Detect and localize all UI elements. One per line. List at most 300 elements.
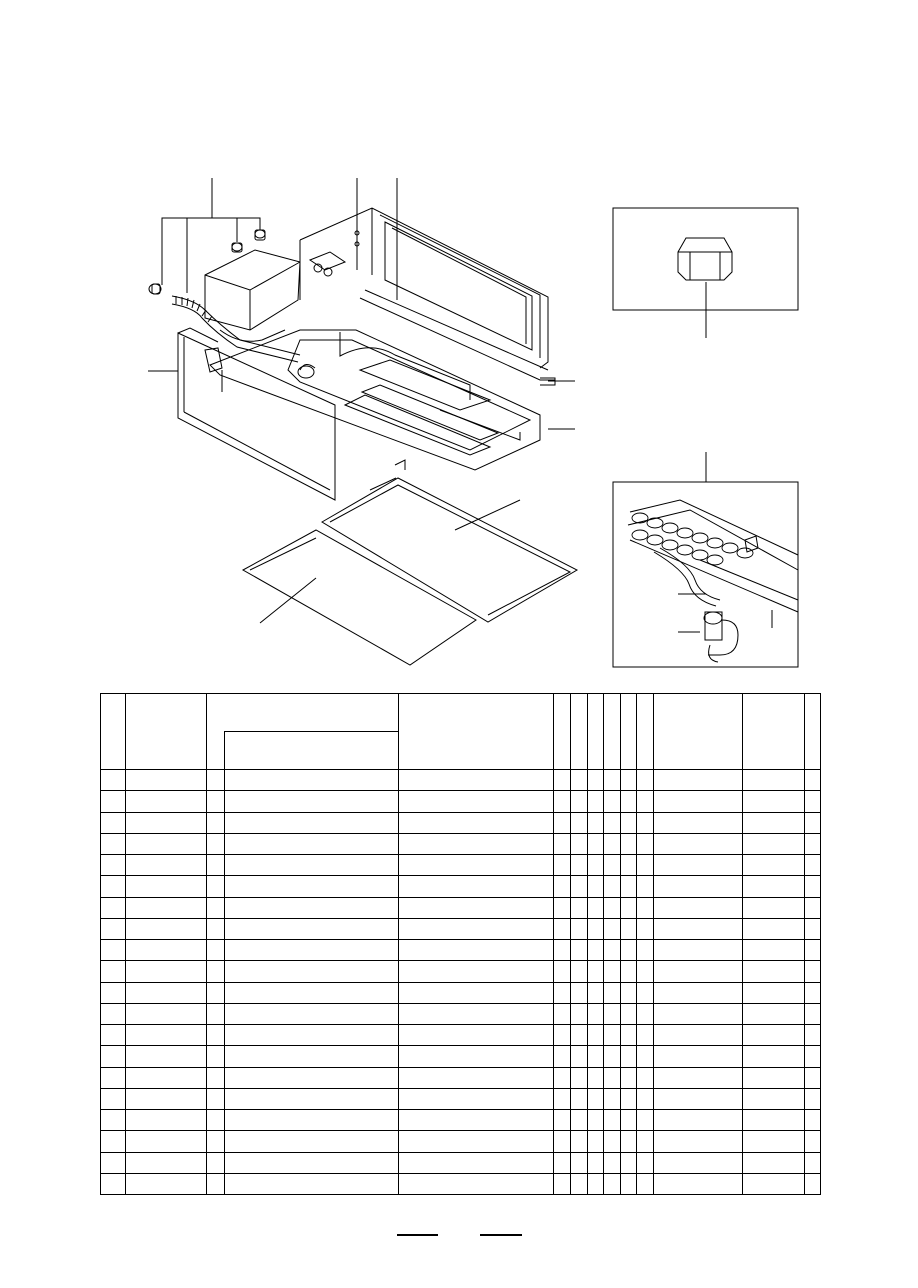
table-cell (587, 770, 603, 791)
table-cell (587, 1088, 603, 1109)
flare-nut-detail (613, 208, 798, 338)
table-cell (206, 940, 224, 961)
table-cell (587, 918, 603, 939)
table-cell (224, 791, 398, 812)
table-cell (603, 940, 620, 961)
table-cell (554, 897, 570, 918)
table-cell (554, 918, 570, 939)
table-cell (636, 833, 653, 854)
table-cell (554, 833, 570, 854)
table-cell (224, 982, 398, 1003)
table-cell (653, 791, 742, 812)
table-cell (620, 1003, 636, 1024)
table-cell (206, 876, 224, 897)
header-cell (636, 694, 653, 770)
table-row (101, 770, 821, 791)
table-cell (570, 961, 587, 982)
table-cell (804, 1152, 820, 1173)
header-cell (206, 694, 398, 732)
table-cell (398, 1003, 554, 1024)
table-header-row (101, 694, 821, 732)
table-cell (206, 812, 224, 833)
table-cell (587, 897, 603, 918)
table-cell (653, 833, 742, 854)
table-cell (587, 1025, 603, 1046)
table-cell (620, 876, 636, 897)
table-cell (743, 1131, 804, 1152)
table-cell (224, 961, 398, 982)
table-cell (743, 940, 804, 961)
table-cell (206, 1131, 224, 1152)
table-cell (603, 1110, 620, 1131)
table-cell (743, 1003, 804, 1024)
table-row (101, 1067, 821, 1088)
header-cell (570, 694, 587, 770)
table-row (101, 940, 821, 961)
table-cell (101, 1152, 126, 1173)
table-cell (636, 1152, 653, 1173)
table-cell (224, 897, 398, 918)
table-cell (224, 918, 398, 939)
table-cell (126, 1003, 206, 1024)
table-row (101, 791, 821, 812)
table-cell (398, 1088, 554, 1109)
table-row (101, 1110, 821, 1131)
table-cell (804, 1003, 820, 1024)
table-cell (587, 1067, 603, 1088)
table-cell (554, 1025, 570, 1046)
top-leader-lines (162, 178, 397, 300)
table-cell (587, 961, 603, 982)
table-cell (636, 982, 653, 1003)
table-cell (554, 1088, 570, 1109)
table-cell (636, 1088, 653, 1109)
table-cell (101, 1173, 126, 1194)
table-cell (398, 1046, 554, 1067)
table-cell (206, 855, 224, 876)
table-cell (603, 1173, 620, 1194)
table-cell (653, 1173, 742, 1194)
table-cell (570, 876, 587, 897)
table-cell (554, 961, 570, 982)
table-cell (636, 961, 653, 982)
table-cell (620, 1046, 636, 1067)
table-cell (620, 940, 636, 961)
table-cell (587, 1110, 603, 1131)
table-cell (224, 876, 398, 897)
table-cell (554, 812, 570, 833)
table-cell (636, 812, 653, 833)
table-cell (603, 1131, 620, 1152)
footer-rules (0, 1225, 918, 1245)
bottom-panel-upper (322, 478, 577, 622)
drain-caps (149, 230, 265, 294)
table-cell (570, 1173, 587, 1194)
table-cell (636, 1131, 653, 1152)
table-row (101, 897, 821, 918)
table-cell (206, 961, 224, 982)
table-cell (126, 833, 206, 854)
table-cell (570, 940, 587, 961)
table-cell (603, 876, 620, 897)
table-cell (570, 1067, 587, 1088)
table-cell (804, 1067, 820, 1088)
table-cell (554, 1046, 570, 1067)
table-cell (126, 1067, 206, 1088)
table-cell (743, 855, 804, 876)
table-cell (101, 918, 126, 939)
table-cell (206, 1110, 224, 1131)
table-cell (653, 812, 742, 833)
table-cell (587, 1003, 603, 1024)
table-cell (804, 940, 820, 961)
header-cell (603, 694, 620, 770)
table-cell (636, 1173, 653, 1194)
table-cell (603, 791, 620, 812)
table-cell (570, 897, 587, 918)
table-cell (636, 918, 653, 939)
table-cell (653, 1067, 742, 1088)
table-cell (620, 770, 636, 791)
table-row (101, 961, 821, 982)
header-cell (398, 694, 554, 770)
table-cell (804, 1046, 820, 1067)
table-cell (804, 897, 820, 918)
table-cell (398, 1173, 554, 1194)
table-cell (570, 1110, 587, 1131)
table-cell (206, 1046, 224, 1067)
table-cell (554, 940, 570, 961)
table-cell (653, 897, 742, 918)
electrical-box (205, 250, 300, 341)
table-cell (101, 1131, 126, 1152)
table-row (101, 1003, 821, 1024)
table-cell (743, 897, 804, 918)
table-cell (224, 1173, 398, 1194)
table-cell (398, 791, 554, 812)
table-cell (206, 770, 224, 791)
table-cell (603, 770, 620, 791)
table-cell (587, 1131, 603, 1152)
table-cell (126, 1110, 206, 1131)
table-cell (603, 1046, 620, 1067)
table-cell (636, 1067, 653, 1088)
table-cell (398, 833, 554, 854)
table-cell (653, 940, 742, 961)
table-cell (398, 1152, 554, 1173)
table-cell (101, 961, 126, 982)
table-cell (620, 1067, 636, 1088)
table-cell (398, 1067, 554, 1088)
table-cell (101, 940, 126, 961)
table-cell (587, 982, 603, 1003)
table-cell (570, 1131, 587, 1152)
table-cell (603, 961, 620, 982)
table-cell (126, 791, 206, 812)
table-cell (620, 918, 636, 939)
table-cell (653, 961, 742, 982)
table-cell (206, 1025, 224, 1046)
table-cell (620, 961, 636, 982)
table-cell (570, 982, 587, 1003)
table-cell (587, 855, 603, 876)
table-cell (587, 1046, 603, 1067)
table-cell (224, 1046, 398, 1067)
table-cell (636, 1110, 653, 1131)
table-cell (570, 1088, 587, 1109)
table-cell (398, 1025, 554, 1046)
table-cell (126, 1131, 206, 1152)
table-cell (126, 982, 206, 1003)
table-cell (653, 918, 742, 939)
table-cell (398, 897, 554, 918)
table-cell (636, 1025, 653, 1046)
table-cell (101, 770, 126, 791)
table-cell (804, 918, 820, 939)
table-row (101, 1173, 821, 1194)
table-cell (554, 1173, 570, 1194)
table-cell (398, 982, 554, 1003)
table-cell (587, 833, 603, 854)
table-cell (206, 982, 224, 1003)
header-cell (653, 694, 742, 770)
header-cell (126, 694, 206, 770)
table-cell (570, 1025, 587, 1046)
table-cell (398, 961, 554, 982)
table-cell (653, 855, 742, 876)
table-cell (554, 791, 570, 812)
table-cell (603, 812, 620, 833)
table-cell (398, 1131, 554, 1152)
unit-housing (300, 208, 555, 380)
table-cell (224, 833, 398, 854)
table-row (101, 1131, 821, 1152)
table-row (101, 1152, 821, 1173)
table-cell (620, 1152, 636, 1173)
table-cell (570, 833, 587, 854)
table-cell (224, 1025, 398, 1046)
table-cell (603, 1003, 620, 1024)
table-cell (101, 1025, 126, 1046)
table-cell (570, 918, 587, 939)
table-cell (804, 961, 820, 982)
table-cell (636, 1046, 653, 1067)
table-cell (804, 770, 820, 791)
table-cell (603, 982, 620, 1003)
table-cell (126, 1025, 206, 1046)
table-cell (224, 812, 398, 833)
table-cell (804, 833, 820, 854)
table-cell (126, 770, 206, 791)
table-cell (620, 791, 636, 812)
table-cell (554, 1131, 570, 1152)
table-cell (206, 897, 224, 918)
table-cell (206, 918, 224, 939)
table-cell (743, 1110, 804, 1131)
table-cell (620, 812, 636, 833)
table-cell (101, 1110, 126, 1131)
table-cell (636, 855, 653, 876)
table-cell (101, 982, 126, 1003)
table-cell (636, 791, 653, 812)
table-cell (804, 791, 820, 812)
table-row (101, 876, 821, 897)
table-cell (224, 855, 398, 876)
coil-detail (613, 452, 798, 667)
table-cell (101, 1088, 126, 1109)
table-cell (653, 982, 742, 1003)
table-cell (620, 1110, 636, 1131)
table-cell (206, 833, 224, 854)
table-row (101, 812, 821, 833)
table-cell (126, 876, 206, 897)
table-row (101, 918, 821, 939)
table-cell (743, 833, 804, 854)
table-cell (206, 1088, 224, 1109)
table-cell (603, 833, 620, 854)
table-cell (101, 1003, 126, 1024)
table-cell (603, 1067, 620, 1088)
table-cell (653, 1152, 742, 1173)
header-cell (206, 732, 224, 770)
table-cell (636, 940, 653, 961)
table-cell (743, 1067, 804, 1088)
table-cell (603, 1025, 620, 1046)
table-cell (126, 1046, 206, 1067)
table-cell (653, 1003, 742, 1024)
table-cell (224, 1067, 398, 1088)
table-cell (653, 876, 742, 897)
table-cell (743, 1173, 804, 1194)
table-cell (224, 940, 398, 961)
table-cell (570, 812, 587, 833)
table-cell (126, 1152, 206, 1173)
table-cell (224, 1131, 398, 1152)
side-panel (148, 328, 335, 500)
table-cell (570, 855, 587, 876)
table-cell (224, 1152, 398, 1173)
table-cell (224, 1110, 398, 1131)
table-cell (101, 791, 126, 812)
table-cell (804, 855, 820, 876)
table-cell (398, 876, 554, 897)
table-cell (653, 770, 742, 791)
table-cell (743, 1025, 804, 1046)
table-cell (620, 855, 636, 876)
table-cell (743, 982, 804, 1003)
table-cell (804, 1131, 820, 1152)
table-cell (126, 855, 206, 876)
table-cell (126, 940, 206, 961)
table-cell (570, 1046, 587, 1067)
table-cell (554, 1003, 570, 1024)
table-cell (101, 897, 126, 918)
table-cell (206, 1152, 224, 1173)
table-cell (587, 876, 603, 897)
table-cell (653, 1088, 742, 1109)
table-cell (224, 770, 398, 791)
table-cell (101, 855, 126, 876)
table-cell (101, 876, 126, 897)
table-cell (587, 812, 603, 833)
table-cell (587, 1173, 603, 1194)
header-cell (554, 694, 570, 770)
table-cell (126, 918, 206, 939)
table-cell (570, 770, 587, 791)
table-cell (570, 791, 587, 812)
table-row (101, 1088, 821, 1109)
table-cell (587, 1152, 603, 1173)
table-cell (653, 1110, 742, 1131)
table-cell (224, 1003, 398, 1024)
table-cell (653, 1025, 742, 1046)
table-cell (101, 1046, 126, 1067)
table-cell (554, 1067, 570, 1088)
table-cell (554, 1152, 570, 1173)
table-cell (603, 1088, 620, 1109)
table-cell (804, 812, 820, 833)
table-cell (398, 918, 554, 939)
table-cell (743, 1152, 804, 1173)
table-cell (804, 1173, 820, 1194)
header-cell (804, 694, 820, 770)
table-cell (206, 1067, 224, 1088)
table-cell (554, 1110, 570, 1131)
table-cell (570, 1152, 587, 1173)
table-cell (603, 855, 620, 876)
table-row (101, 982, 821, 1003)
header-cell (620, 694, 636, 770)
header-cell (587, 694, 603, 770)
table-cell (743, 1046, 804, 1067)
table-cell (653, 1046, 742, 1067)
table-cell (743, 770, 804, 791)
table-cell (743, 961, 804, 982)
bottom-panel-lower (243, 530, 476, 665)
table-cell (570, 1003, 587, 1024)
table-cell (398, 855, 554, 876)
table-cell (398, 812, 554, 833)
table-cell (620, 1131, 636, 1152)
table-cell (620, 1173, 636, 1194)
table-cell (398, 770, 554, 791)
table-cell (743, 1088, 804, 1109)
table-cell (804, 876, 820, 897)
table-cell (620, 833, 636, 854)
table-cell (743, 812, 804, 833)
table-cell (126, 897, 206, 918)
table-cell (101, 833, 126, 854)
table-cell (101, 812, 126, 833)
parts-table (100, 693, 821, 1194)
table-cell (126, 1088, 206, 1109)
table-row (101, 1025, 821, 1046)
table-cell (206, 1173, 224, 1194)
table-cell (603, 1152, 620, 1173)
table-cell (554, 982, 570, 1003)
table-row (101, 833, 821, 854)
header-cell (101, 694, 126, 770)
table-cell (636, 897, 653, 918)
header-cell (743, 694, 804, 770)
table-cell (743, 918, 804, 939)
table-cell (636, 876, 653, 897)
table-cell (398, 940, 554, 961)
table-cell (554, 855, 570, 876)
table-cell (636, 770, 653, 791)
table-cell (636, 1003, 653, 1024)
table-cell (126, 812, 206, 833)
